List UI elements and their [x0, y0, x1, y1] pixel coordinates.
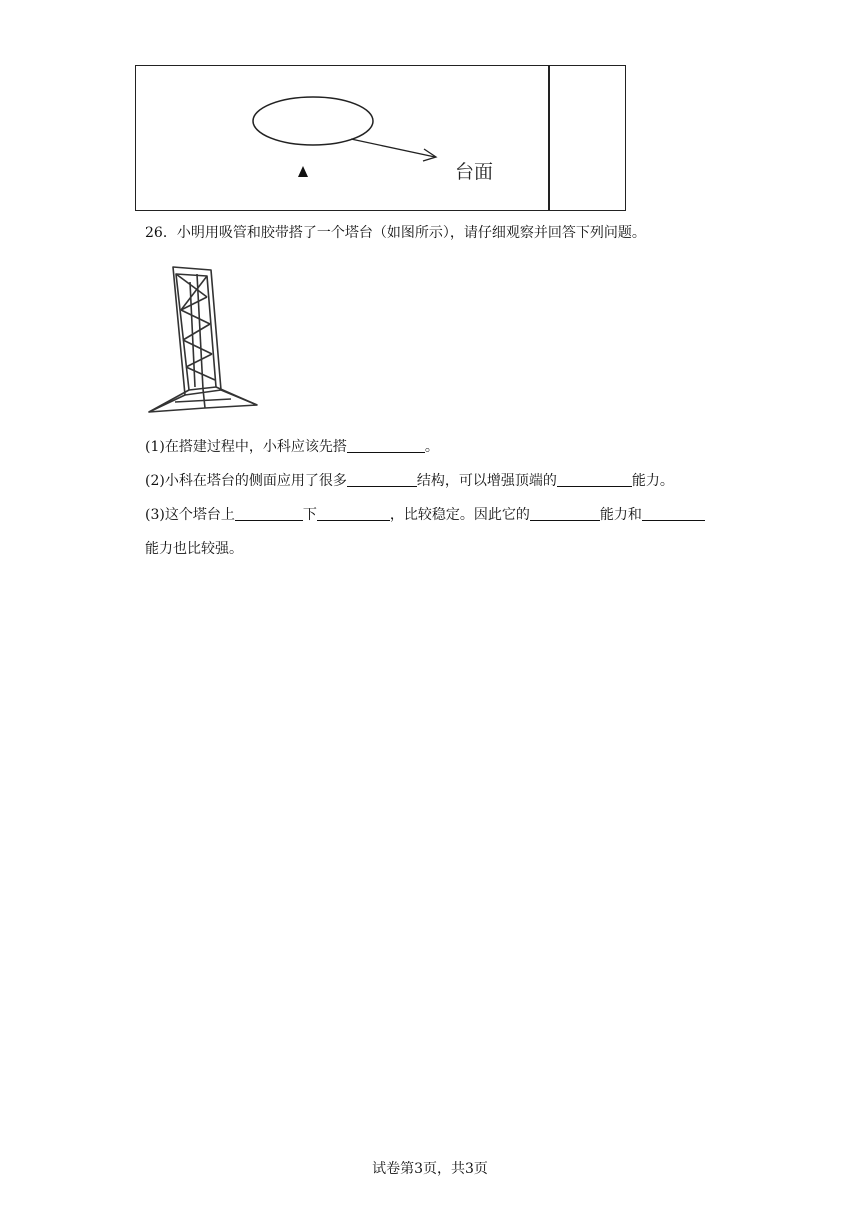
arrow-line: [351, 139, 435, 157]
q2-text-b: 结构，可以增强顶端的: [416, 473, 557, 489]
q1-text-b: 。: [424, 439, 439, 455]
triangle-shape: [298, 166, 308, 177]
question-title: [145, 222, 646, 242]
tower-illustration: [145, 262, 260, 417]
question-text: 小明用吸管和胶带搭了一个塔台（如图所示），请仔细观察并回答下列问题。: [176, 225, 646, 241]
q2-text-c: 能力。: [631, 473, 674, 489]
q2-text-a: (2)小科在塔台的侧面应用了很多: [145, 473, 347, 489]
sub-question-1: [145, 436, 439, 456]
q3-text-e: 能力也比较强。: [145, 541, 243, 557]
answer-blank-1[interactable]: [347, 438, 425, 453]
sub-question-3-continued: [145, 538, 243, 558]
sub-question-2: [145, 470, 674, 490]
answer-blank-2[interactable]: [347, 472, 417, 487]
answer-blank-4[interactable]: [235, 506, 303, 521]
answer-blank-7[interactable]: [642, 506, 705, 521]
q3-text-a: (3)这个塔台上: [145, 507, 235, 523]
page-footer: 试卷第3页，共3页: [372, 1161, 488, 1177]
answer-blank-5[interactable]: [317, 506, 390, 521]
question-number: 26．: [145, 225, 177, 241]
answer-blank-3[interactable]: [557, 472, 632, 487]
figure-label: 台面: [455, 161, 494, 183]
ellipse-shape: [253, 97, 373, 145]
q3-text-d: 能力和: [599, 507, 642, 523]
q1-text-a: (1)在搭建过程中，小科应该先搭: [145, 439, 347, 455]
balance-diagram: [135, 65, 626, 211]
answer-blank-6[interactable]: [530, 506, 600, 521]
q3-text-b: 下: [302, 507, 317, 523]
q3-text-c: ，比较稳定。因此它的: [389, 507, 530, 523]
sub-question-3: [145, 504, 705, 524]
